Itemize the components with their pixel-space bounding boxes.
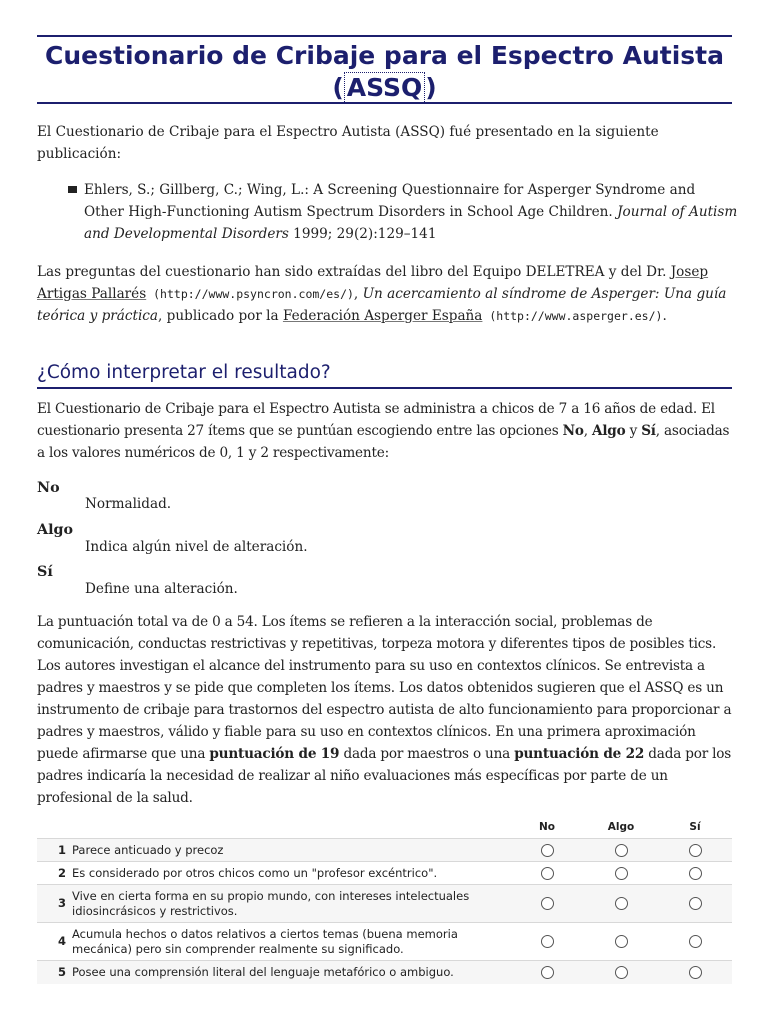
table-row [37, 862, 732, 885]
page-title-line1: Cuestionario de Cribaje para el Espectro Autista [45, 41, 724, 70]
radio-cell-si [658, 839, 732, 862]
page-title [37, 40, 732, 104]
admin-text-2: , asociadas a los valores numéricos de 0, 1 y 2 respectivamente: [37, 423, 730, 461]
radio-no[interactable] [541, 897, 554, 910]
definition-term-algo: Algo [37, 522, 74, 538]
radio-no[interactable] [541, 844, 554, 857]
definition-desc-no: Normalidad. [85, 496, 172, 512]
definition-desc-si: Define una alteración. [85, 581, 238, 597]
source-mid: , publicado por la [158, 308, 283, 324]
radio-no[interactable] [541, 867, 554, 880]
radio-algo[interactable] [615, 966, 628, 979]
section-heading: ¿Cómo interpretar el resultado? [37, 362, 331, 383]
option-algo: Algo [591, 423, 626, 439]
header-number [37, 816, 69, 839]
org-url: (http://www.asperger.es/) [482, 309, 663, 323]
scoring-paragraph [37, 611, 735, 809]
item-number: 2 [37, 862, 69, 885]
item-number: 3 [37, 885, 69, 923]
radio-si[interactable] [689, 966, 702, 979]
author-link[interactable]: Josep Artigas Pallarés [37, 264, 709, 302]
parent-threshold: puntuación de 22 [514, 746, 645, 762]
table-row [37, 839, 732, 862]
radio-si[interactable] [689, 897, 702, 910]
radio-cell-no [510, 885, 584, 923]
table-row [37, 885, 732, 923]
radio-no[interactable] [541, 935, 554, 948]
item-text: Es considerado por otros chicos como un "profesor excéntrico". [69, 862, 510, 885]
radio-si[interactable] [689, 867, 702, 880]
teacher-threshold: puntuación de 19 [209, 746, 340, 762]
org-link[interactable]: Federación Asperger España [282, 308, 483, 324]
definition-desc-algo: Indica algún nivel de alteración. [85, 539, 308, 555]
radio-algo[interactable] [615, 844, 628, 857]
source-end: . [662, 308, 667, 324]
author-url: (http://www.psyncron.com/es/) [146, 287, 354, 301]
table-row [37, 961, 732, 984]
reference-item [84, 179, 739, 245]
header-algo: Algo [584, 816, 658, 839]
radio-algo[interactable] [615, 867, 628, 880]
radio-no[interactable] [541, 966, 554, 979]
table-row [37, 923, 732, 961]
item-text: Posee una comprensión literal del lenguaje metafórico o ambiguo. [69, 961, 510, 984]
item-text: Parece anticuado y precoz [69, 839, 510, 862]
assq-abbreviation[interactable]: ASSQ [344, 72, 426, 104]
radio-cell-algo [584, 923, 658, 961]
radio-cell-algo [584, 862, 658, 885]
radio-cell-no [510, 839, 584, 862]
paren-open: ( [332, 73, 344, 102]
title-bottom-rule [37, 102, 732, 104]
header-item [69, 816, 510, 839]
option-si: Sí [641, 423, 656, 439]
radio-cell-algo [584, 885, 658, 923]
item-text: Vive en cierta forma en su propio mundo, con intereses intelectuales idiosincrásicos y restrictivos. [69, 885, 510, 923]
reference-authors-title: Ehlers, S.; Gillberg, C.; Wing, L.: A Screening Questionnaire for Asperger Syndrome and Other High-Functioning Autism Spectrum Disorders in School Age Children. [84, 182, 696, 220]
source-paragraph [37, 261, 727, 327]
radio-cell-si [658, 885, 732, 923]
header-si: Sí [658, 816, 732, 839]
table-header-row [37, 816, 732, 839]
admin-and: y [625, 423, 642, 439]
scoring-text-1: La puntuación total va de 0 a 54. Los ítems se refieren a la interacción social, problemas de comunicación, conductas restrictivas y repetitivas, torpeza motora y diferentes tipos de posibles tics. Los autores investigan el alcance del instrumento para su uso en contextos clínicos. Se entrevista a padres y maestros y se pide que completen los ítems. Los datos obtenidos sugieren que el ASSQ es un instrumento de cribaje para trastornos del espectro autista de alto funcionamiento para proporcionar a padres y maestros, válido y fiable para su uso en contextos clínicos. En una primera aproximación puede afirmarse que una [37, 614, 732, 762]
option-no: No [562, 423, 584, 439]
radio-cell-algo [584, 961, 658, 984]
radio-si[interactable] [689, 935, 702, 948]
item-number: 1 [37, 839, 69, 862]
bullet-icon [68, 186, 77, 193]
radio-cell-si [658, 923, 732, 961]
questionnaire-table [37, 816, 732, 984]
administration-paragraph [37, 398, 735, 464]
paren-close: ) [425, 73, 437, 102]
radio-cell-algo [584, 839, 658, 862]
admin-text-1: El Cuestionario de Cribaje para el Espectro Autista se administra a chicos de 7 a 16 años de edad. El cuestionario presenta 27 ítems que se puntúan escogiendo entre las opciones [37, 401, 715, 439]
source-prefix: Las preguntas del cuestionario han sido extraídas del libro del Equipo DELETREA y del Dr. [37, 264, 671, 280]
item-number: 4 [37, 923, 69, 961]
scoring-text-2: dada por maestros o una [339, 746, 515, 762]
radio-cell-no [510, 961, 584, 984]
radio-algo[interactable] [615, 897, 628, 910]
page-title-line2 [37, 72, 732, 104]
definition-term-si: Sí [37, 564, 53, 580]
book-title: Un acercamiento al síndrome de Asperger: Una guía teórica y práctica [37, 286, 727, 324]
admin-comma: , [583, 423, 592, 439]
radio-cell-si [658, 862, 732, 885]
radio-cell-no [510, 923, 584, 961]
intro-paragraph: El Cuestionario de Cribaje para el Espectro Autista (ASSQ) fué presentado en la siguiente publicación: [37, 124, 659, 162]
section-heading-rule [37, 387, 732, 389]
reference-details: 1999; 29(2):129–141 [288, 226, 437, 242]
reference-journal: Journal of Autism and Developmental Disorders [84, 204, 738, 242]
scoring-text-3: dada por los padres indicaría la necesidad de realizar al niño evaluaciones más específicas por parte de un profesional de la salud. [37, 746, 732, 806]
radio-cell-no [510, 862, 584, 885]
item-text: Acumula hechos o datos relativos a ciertos temas (buena memoria mecánica) pero sin comprender realmente su significado. [69, 923, 510, 961]
source-separator: , [353, 286, 363, 302]
radio-si[interactable] [689, 844, 702, 857]
radio-algo[interactable] [615, 935, 628, 948]
radio-cell-si [658, 961, 732, 984]
definition-term-no: No [37, 480, 60, 496]
title-top-rule [37, 35, 732, 37]
header-no: No [510, 816, 584, 839]
item-number: 5 [37, 961, 69, 984]
